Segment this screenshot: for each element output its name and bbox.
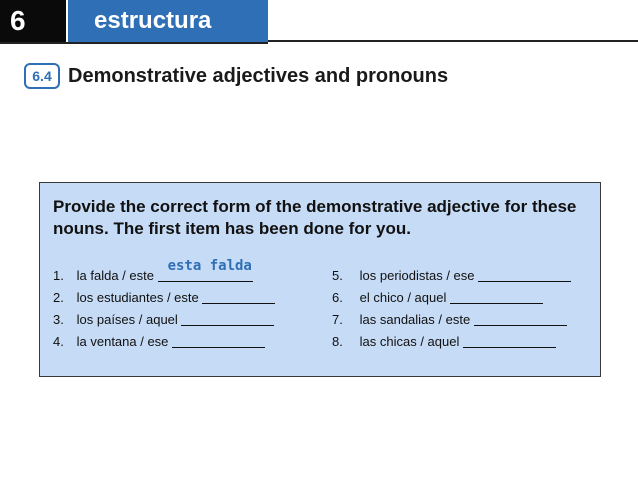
exercise-item (332, 287, 571, 309)
item-prompt: la ventana / ese (76, 334, 169, 349)
item-prompt: los estudiantes / este (76, 290, 199, 305)
item-number: 7. (332, 312, 343, 327)
item-prompt: los periodistas / ese (359, 268, 475, 283)
exercise-item (53, 258, 275, 287)
exercise-item (53, 309, 275, 331)
item-number: 8. (332, 334, 343, 349)
section-badge: 6.4 (24, 63, 60, 89)
chapter-number: 6 (0, 0, 66, 42)
items-column-left (53, 258, 275, 353)
answer-blank[interactable] (181, 311, 274, 326)
exercise-instructions: Provide the correct form of the demonstrative adjective for these nouns. The first item has been done for you. (53, 197, 577, 238)
item-prompt: la falda / este (76, 268, 154, 283)
item-number: 4. (53, 334, 64, 349)
header-divider (268, 40, 638, 42)
exercise-box (39, 182, 601, 377)
page-title: Demonstrative adjectives and pronouns (68, 64, 449, 87)
answer-blank[interactable] (478, 267, 571, 282)
header-divider-left (0, 42, 268, 44)
section-name: estructura (68, 0, 268, 42)
item-number: 3. (53, 312, 64, 327)
header-bar (0, 0, 638, 44)
answer-blank[interactable] (474, 311, 567, 326)
section-title-row (24, 63, 448, 89)
exercise-item (53, 331, 275, 353)
item-number: 6. (332, 290, 343, 305)
exercise-item (53, 287, 275, 309)
answer-blank[interactable] (172, 333, 265, 348)
item-prompt: los países / aquel (76, 312, 178, 327)
answer-blank[interactable] (463, 333, 556, 348)
answer-blank[interactable] (158, 258, 253, 282)
item-number: 5. (332, 268, 343, 283)
exercise-item (332, 331, 571, 353)
items-column-right (332, 265, 571, 353)
exercise-item (332, 265, 571, 287)
item-number: 2. (53, 290, 64, 305)
exercise-item (332, 309, 571, 331)
item-prompt: el chico / aquel (359, 290, 447, 305)
item-number: 1. (53, 268, 64, 283)
answer-blank[interactable] (202, 289, 275, 304)
answer-blank[interactable] (450, 289, 543, 304)
item-prompt: las chicas / aquel (359, 334, 460, 349)
answer-text: esta falda (167, 258, 252, 274)
item-prompt: las sandalias / este (359, 312, 471, 327)
